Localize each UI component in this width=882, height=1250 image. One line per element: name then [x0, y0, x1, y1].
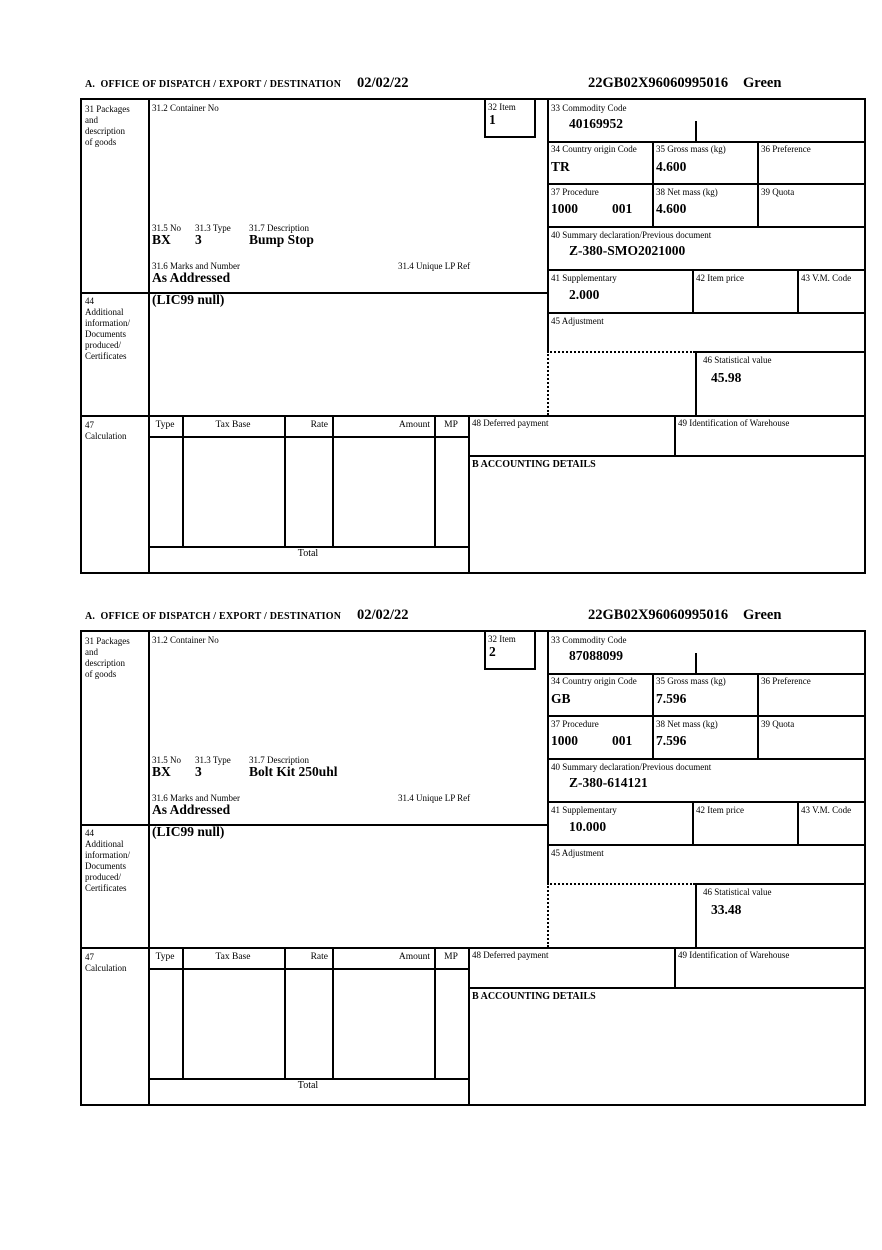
statistical-value: 45.98	[711, 370, 742, 385]
adjustment-label: 45 Adjustment	[551, 848, 604, 858]
line-row37-bottom	[547, 758, 864, 760]
line-row37-bottom	[547, 226, 864, 228]
line-right-column-dotted	[547, 351, 549, 415]
item-label: 32 Item	[488, 102, 516, 112]
line-row41-bottom	[547, 844, 864, 846]
procedure-extra-value: 001	[612, 733, 633, 748]
lp-ref-label: 31.4 Unique LP Ref	[398, 261, 471, 271]
box47-label: 47 Calculation	[85, 952, 127, 973]
marks-label: 31.6 Marks and Number	[152, 261, 240, 271]
supplementary-label: 41 Supplementary	[551, 805, 617, 815]
additional-information-value: (LIC99 null)	[152, 824, 225, 839]
quota-label: 39 Quota	[761, 719, 795, 729]
additional-information-value: (LIC99 null)	[152, 292, 225, 307]
marks-value: As Addressed	[152, 270, 231, 285]
net-mass-label: 38 Net mass (kg)	[656, 719, 718, 729]
summary-label: 40 Summary declaration/Previous document	[551, 230, 712, 240]
line-row34-bottom	[547, 183, 864, 185]
marks-label: 31.6 Marks and Number	[152, 793, 240, 803]
origin-label: 34 Country origin Code	[551, 676, 637, 686]
line-accounting-top	[468, 987, 864, 989]
line-commodity-tick	[695, 121, 697, 141]
line-table-header-bottom	[148, 436, 468, 438]
col-rate-header: Rate	[310, 420, 328, 430]
gross-mass-label: 35 Gross mass (kg)	[656, 144, 726, 154]
lp-ref-label: 31.4 Unique LP Ref	[398, 793, 471, 803]
declaration-reference: 22GB02X96060995016	[588, 75, 729, 91]
warehouse-label: 49 Identification of Warehouse	[678, 418, 790, 428]
section-a-title: A. OFFICE OF DISPATCH / EXPORT / DESTINATION	[85, 611, 342, 622]
net-mass-label: 38 Net mass (kg)	[656, 187, 718, 197]
gross-mass-value: 7.596	[656, 691, 687, 706]
commodity-code-value: 40169952	[569, 116, 623, 131]
deferred-payment-label: 48 Deferred payment	[472, 950, 549, 960]
summary-label: 40 Summary declaration/Previous document	[551, 762, 712, 772]
line-col-rate	[284, 415, 286, 546]
warehouse-label: 49 Identification of Warehouse	[678, 950, 790, 960]
line-col-taxbase	[182, 415, 184, 546]
line-box47-top	[82, 415, 864, 417]
line-col-mp	[434, 947, 436, 1078]
box47-label: 47 Calculation	[85, 420, 127, 441]
col-type-header: Type	[155, 952, 175, 962]
line-commodity-tick	[695, 653, 697, 673]
item-label: 32 Item	[488, 634, 516, 644]
line-row34-bottom	[547, 715, 864, 717]
previous-document-value: Z-380-SMO2021000	[569, 243, 686, 258]
line-left-column	[148, 632, 150, 1104]
item-number-value: 1	[489, 112, 496, 127]
route-indicator: Green	[743, 75, 782, 91]
line-right-column-dotted	[547, 883, 549, 947]
pkg-desc-label: 31.7 Description	[249, 755, 309, 765]
line-adjustment-dotted	[547, 883, 695, 885]
package-no-value: BX	[152, 764, 171, 779]
col-amount-header: Amount	[398, 420, 430, 430]
preference-label: 36 Preference	[761, 144, 811, 154]
line-col49	[674, 415, 676, 455]
container-no-label: 31.2 Container No	[152, 635, 219, 645]
accounting-details-label: B ACCOUNTING DETAILS	[472, 459, 596, 470]
vm-code-label: 43 V.M. Code	[801, 805, 852, 815]
pkg-type-label: 31.3 Type	[195, 223, 231, 233]
procedure-label: 37 Procedure	[551, 719, 599, 729]
pkg-no-label: 31.5 No	[152, 223, 181, 233]
line-left-column	[148, 100, 150, 572]
line-col-mp	[434, 415, 436, 546]
statistical-label: 46 Statistical value	[703, 887, 772, 897]
item-number-value: 2	[489, 644, 496, 659]
deferred-payment-label: 48 Deferred payment	[472, 418, 549, 428]
line-box47-top	[82, 947, 864, 949]
package-no-value: BX	[152, 232, 171, 247]
commodity-label: 33 Commodity Code	[551, 103, 627, 113]
box44-label: 44 Additional information/ Documents produced/ Certificates	[85, 828, 130, 893]
procedure-extra-value: 001	[612, 201, 633, 216]
country-origin-value: TR	[551, 159, 570, 174]
adjustment-label: 45 Adjustment	[551, 316, 604, 326]
line-col-amount	[332, 415, 334, 546]
sad-item-block	[0, 70, 882, 576]
gross-mass-label: 35 Gross mass (kg)	[656, 676, 726, 686]
line-col49	[674, 947, 676, 987]
item-form-grid	[80, 98, 866, 574]
col-mp-header: MP	[444, 952, 458, 962]
previous-document-value: Z-380-614121	[569, 775, 648, 790]
line-col36	[757, 673, 759, 758]
declaration-reference: 22GB02X96060995016	[588, 607, 729, 623]
col-taxbase-header: Tax Base	[215, 420, 251, 430]
net-mass-value: 4.600	[656, 201, 687, 216]
line-table-right	[468, 947, 470, 1104]
col-amount-header: Amount	[398, 952, 430, 962]
line-col42	[692, 801, 694, 844]
item-form-grid	[80, 630, 866, 1106]
box44-label: 44 Additional information/ Documents produced/ Certificates	[85, 296, 130, 361]
net-mass-value: 7.596	[656, 733, 687, 748]
procedure-value: 1000	[551, 733, 578, 748]
line-row40-bottom	[547, 269, 864, 271]
box31-label: 31 Packages and description of goods	[85, 636, 130, 679]
procedure-label: 37 Procedure	[551, 187, 599, 197]
pkg-type-label: 31.3 Type	[195, 755, 231, 765]
line-col36	[757, 141, 759, 226]
pkg-desc-label: 31.7 Description	[249, 223, 309, 233]
total-label: Total	[297, 548, 319, 559]
line-col-amount	[332, 947, 334, 1078]
line-col35	[652, 141, 654, 226]
declaration-date: 02/02/22	[357, 607, 409, 623]
line-col43	[797, 269, 799, 312]
line-col-taxbase	[182, 947, 184, 1078]
line-adjustment-dotted	[547, 351, 695, 353]
accounting-details-label: B ACCOUNTING DETAILS	[472, 991, 596, 1002]
marks-value: As Addressed	[152, 802, 231, 817]
line-table-right	[468, 415, 470, 572]
col-type-header: Type	[155, 420, 175, 430]
line-row33-bottom	[547, 673, 864, 675]
country-origin-value: GB	[551, 691, 571, 706]
declaration-date: 02/02/22	[357, 75, 409, 91]
supplementary-label: 41 Supplementary	[551, 273, 617, 283]
line-col35	[652, 673, 654, 758]
line-table-header-bottom	[148, 968, 468, 970]
goods-description-value: Bolt Kit 250uhl	[249, 764, 338, 779]
route-indicator: Green	[743, 607, 782, 623]
commodity-label: 33 Commodity Code	[551, 635, 627, 645]
sad-item-block	[0, 602, 882, 1108]
origin-label: 34 Country origin Code	[551, 144, 637, 154]
pkg-no-label: 31.5 No	[152, 755, 181, 765]
container-no-label: 31.2 Container No	[152, 103, 219, 113]
package-type-value: 3	[195, 764, 202, 779]
item-price-label: 42 Item price	[696, 273, 744, 283]
col-taxbase-header: Tax Base	[215, 952, 251, 962]
line-row33-bottom	[547, 141, 864, 143]
commodity-code-value: 87088099	[569, 648, 623, 663]
total-label: Total	[297, 1080, 319, 1091]
statistical-label: 46 Statistical value	[703, 355, 772, 365]
supplementary-value: 2.000	[569, 287, 600, 302]
package-type-value: 3	[195, 232, 202, 247]
line-col42	[692, 269, 694, 312]
statistical-value: 33.48	[711, 902, 742, 917]
col-rate-header: Rate	[310, 952, 328, 962]
preference-label: 36 Preference	[761, 676, 811, 686]
procedure-value: 1000	[551, 201, 578, 216]
box31-label: 31 Packages and description of goods	[85, 104, 130, 147]
col-mp-header: MP	[444, 420, 458, 430]
vm-code-label: 43 V.M. Code	[801, 273, 852, 283]
line-row40-bottom	[547, 801, 864, 803]
line-col-rate	[284, 947, 286, 1078]
gross-mass-value: 4.600	[656, 159, 687, 174]
line-row41-bottom	[547, 312, 864, 314]
item-price-label: 42 Item price	[696, 805, 744, 815]
line-col43	[797, 801, 799, 844]
section-a-title: A. OFFICE OF DISPATCH / EXPORT / DESTINATION	[85, 79, 342, 90]
supplementary-value: 10.000	[569, 819, 607, 834]
goods-description-value: Bump Stop	[249, 232, 314, 247]
line-accounting-top	[468, 455, 864, 457]
quota-label: 39 Quota	[761, 187, 795, 197]
